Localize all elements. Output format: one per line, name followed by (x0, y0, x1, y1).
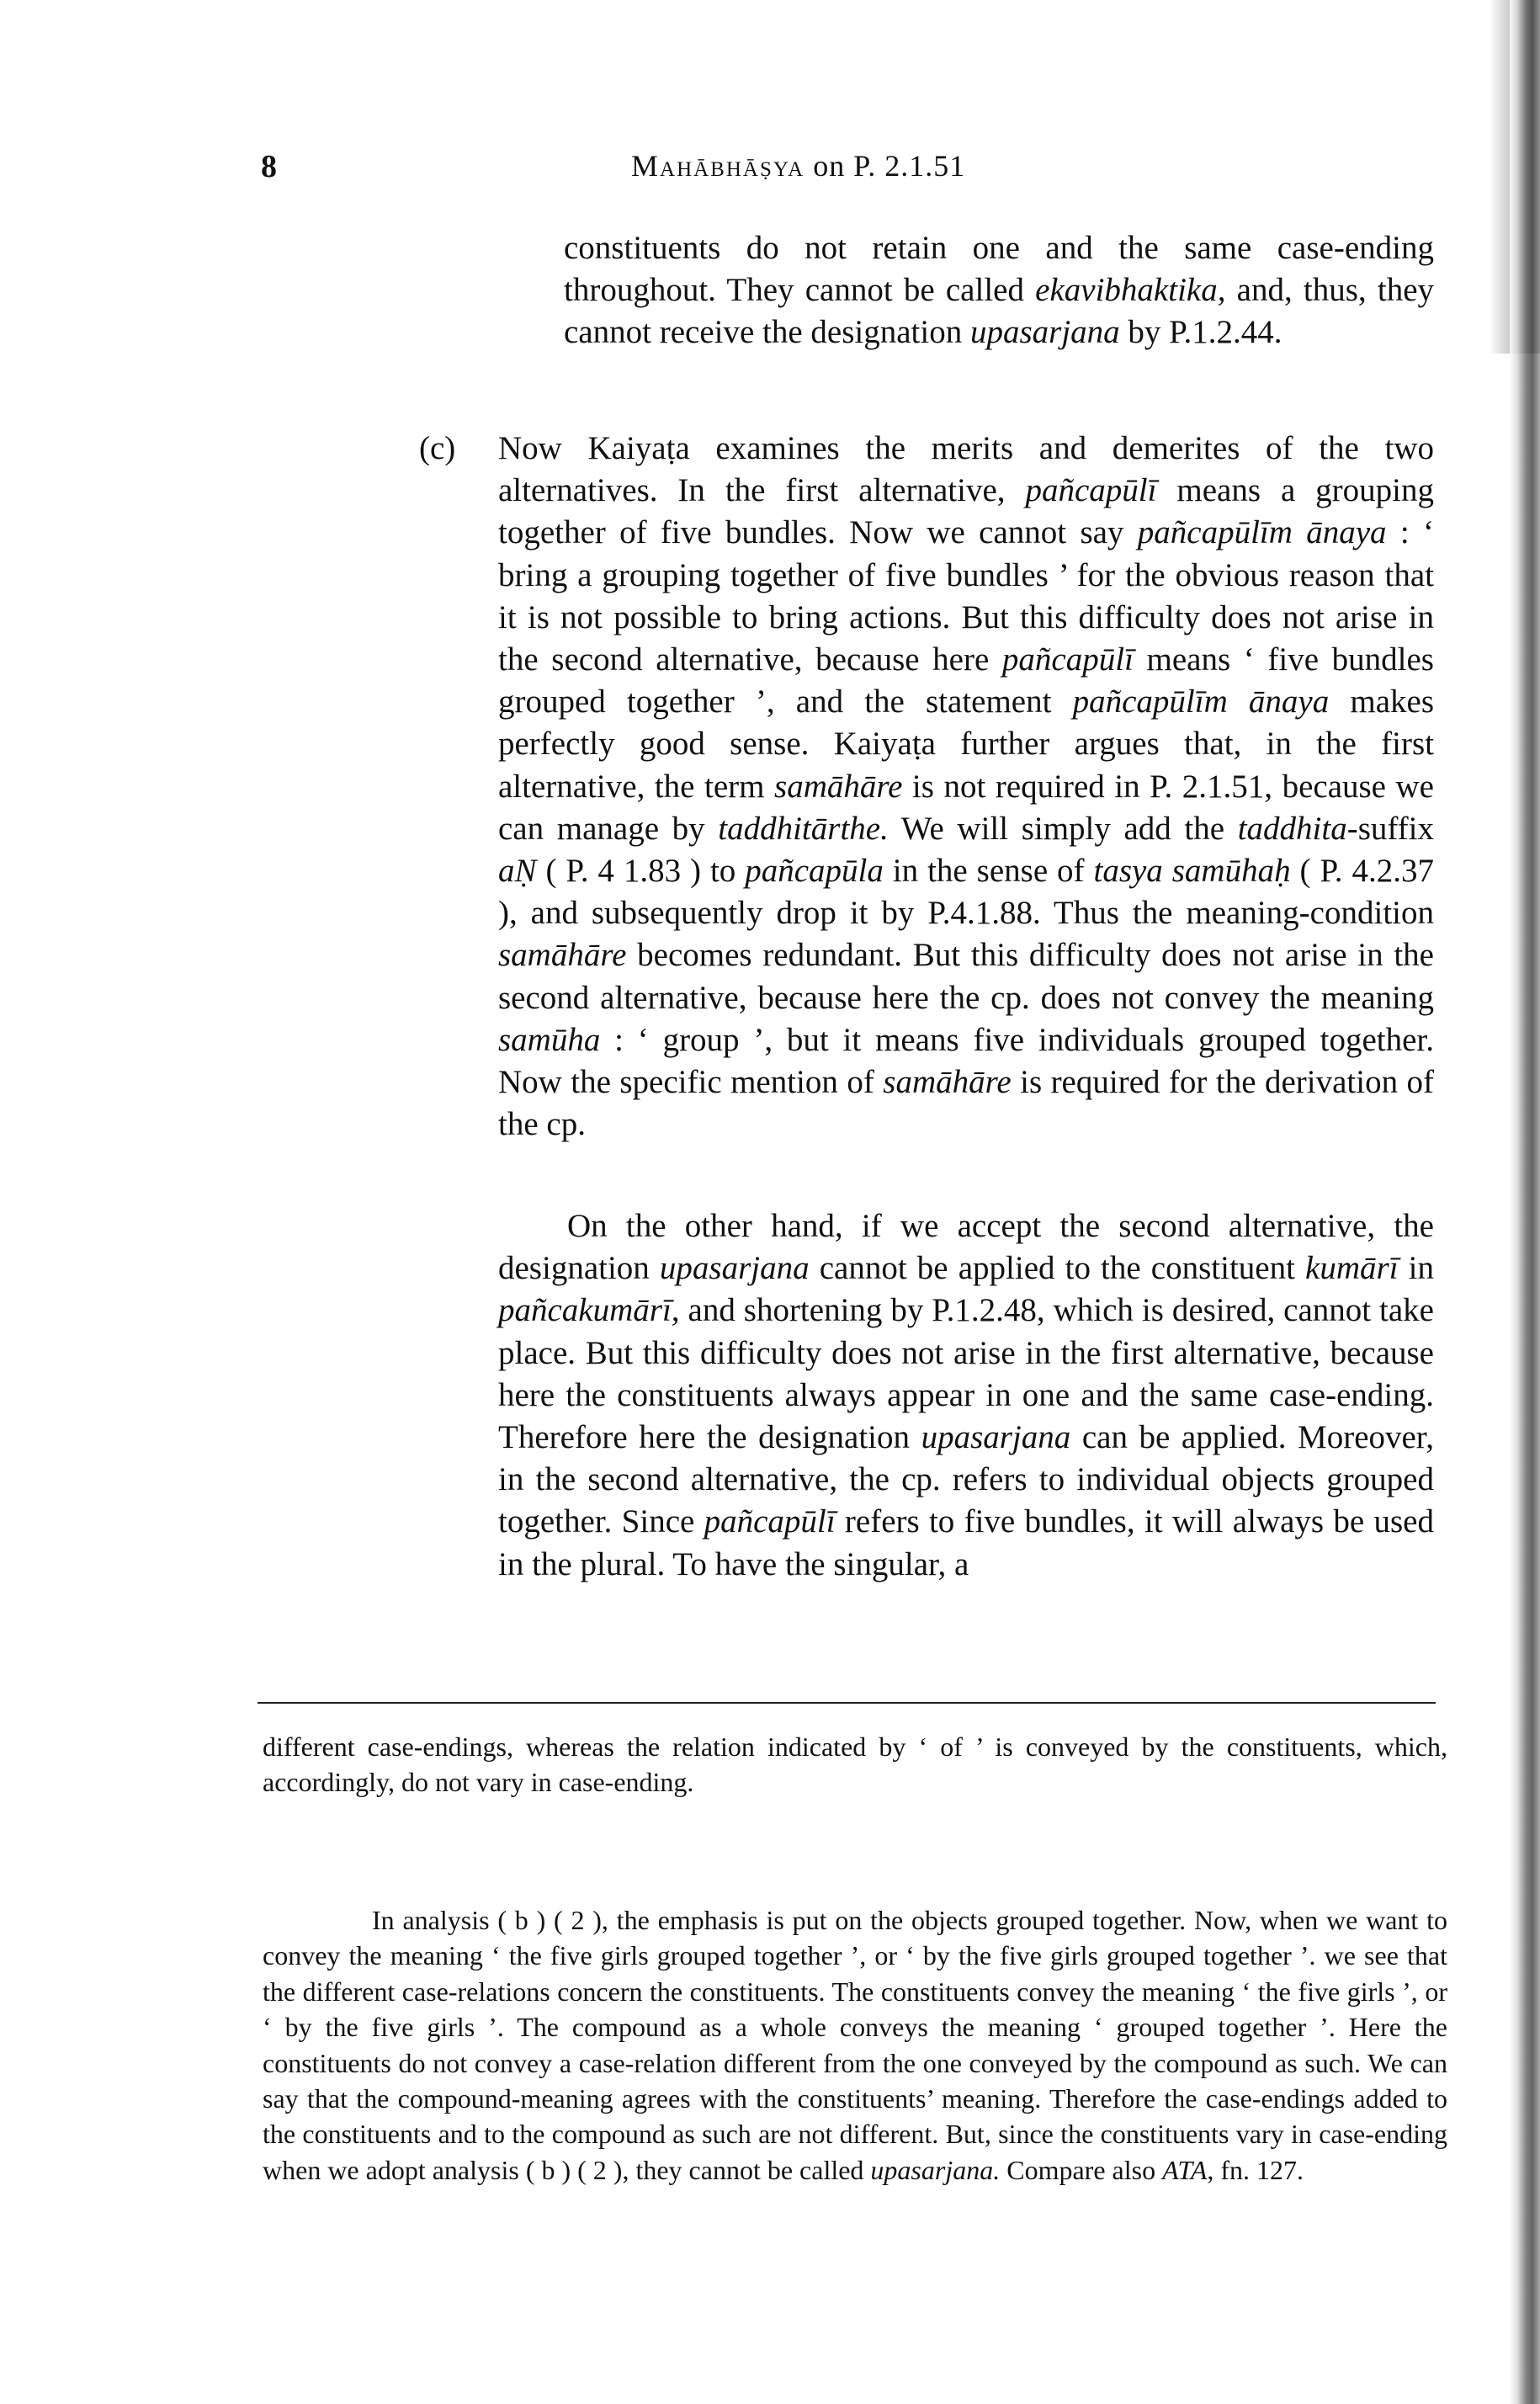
italic-term: upasarjana. (870, 2154, 1001, 2185)
italic-term: upasarjana (921, 1419, 1071, 1456)
second-alternative-paragraph (498, 1205, 1434, 1586)
text-run: can be applied. Moreover, in the second alternative, the cp. refers to individual objects grouped together. Since (498, 1419, 1434, 1540)
footnote-continuation-text: different case-endings, whereas the relation indicated by ‘ of ’ is conveyed by the constituents, which, accordingly, do not vary in case-ending. (263, 1731, 1447, 1798)
italic-term: tasya samūhaḥ (1093, 853, 1291, 890)
text-run: ( P. 4 1.83 ) to (536, 853, 746, 890)
running-head-title: Mahābhāṣya (631, 149, 805, 183)
text-run: becomes redundant. But this difficulty does not arise in the second alternative, because here the cp. does not convey the meaning (498, 937, 1434, 1016)
text-run: makes perfectly good sense. Kaiyaṭa further argues that, in the first alternative, the term (498, 683, 1434, 805)
italic-term: pañcapūla (745, 853, 884, 890)
continuation-paragraph (564, 227, 1434, 354)
text-run: refers to five bundles, it will always be used in the plural. To have the singular, a (498, 1503, 1434, 1582)
italic-term: pañcapūlī (1001, 641, 1134, 678)
text-run: : ‘ group ’, but it means five individuals grouped together. Now the specific mention of (498, 1021, 1434, 1101)
footnote-analysis-text (263, 1902, 1447, 2188)
scan-shadow-edge (1510, 0, 1540, 2404)
italic-term: upasarjana (659, 1250, 810, 1287)
text-run: and shortening by P.1.2.48, which is desired, cannot take place. But this difficulty does not arise in the first alternative, because here the constituents always appear in one and the same case-ending. Therefore here the designation (498, 1292, 1434, 1456)
item-c-text (498, 428, 1434, 1146)
text-run: constituents do not retain one and the same case-ending throughout. They cannot be called (564, 230, 1434, 309)
second-alternative-text (498, 1205, 1434, 1586)
italic-term: samūha (498, 1021, 601, 1058)
running-head (631, 148, 965, 183)
text-run: by P.1.2.44. (1119, 314, 1282, 351)
text-run: means a grouping together of five bundles. Now we cannot say (498, 472, 1435, 551)
page-number: 8 (261, 149, 277, 184)
italic-term: pañcapūlīm ānaya (1072, 683, 1330, 721)
item-c-marker: (c) (419, 430, 456, 466)
text-run: in (1398, 1250, 1434, 1287)
italic-term: pañcapūlīm ānaya (1137, 514, 1387, 551)
text-run: Now Kaiyaṭa examines the merits and demerites of the two alternatives. In the first alternative, (498, 430, 1434, 509)
page-header (261, 148, 1431, 199)
text-run: means ‘ five bundles grouped together ’, and the statement (498, 641, 1434, 721)
italic-term: samāhāre (498, 937, 627, 974)
italic-term: pañcapūlī (1025, 472, 1157, 509)
item-c-paragraph (498, 428, 1434, 1146)
text-run: in the sense of (883, 853, 1094, 890)
italic-term: pañcapūlī (704, 1503, 836, 1540)
text-run: ( P. 4.2.37 ), and subsequently drop it by P.4.1.88. Thus the meaning-condition (498, 853, 1434, 932)
italic-term: ekavibhaktika, (1035, 272, 1226, 309)
text-run: and, thus, they cannot receive the designation (564, 272, 1435, 351)
footnote-divider (258, 1702, 1436, 1704)
italic-term: ATA (1162, 2154, 1208, 2185)
italic-term: aṆ (498, 853, 537, 890)
text-run: On the other hand, if we accept the second alternative, the designation (498, 1208, 1434, 1287)
text-run: is not required in P. 2.1.51, because we can manage by (498, 768, 1434, 847)
italic-term: taddhita (1237, 810, 1347, 847)
text-run: In analysis ( b ) ( 2 ), the emphasis is put on the objects grouped together. Now, when we want to convey the meaning ‘ the five girls grouped together ’, or ‘ by the five girls grouped together ’. we see that the different case-relations concern the constituents. The constituents convey the meaning ‘ the five girls ’, or ‘ by the five girls ’. The compound as a whole conveys the meaning ‘ grouped together ’. Here the constituents do not convey a case-relation different from the one conveyed by the compound as such. We can say that the compound-meaning agrees with the constituents’ meaning. Therefore the case-endings added to the constituents and to the compound as such are not different. But, since the constituents vary in case-ending when we adopt analysis ( b ) ( 2 ), they cannot be called (263, 1905, 1447, 2185)
text-run: , fn. 127. (1207, 2154, 1304, 2185)
text-run: Compare also (1000, 2154, 1163, 2185)
text-run: cannot be applied to the constituent (809, 1250, 1306, 1287)
running-head-rest: on P. 2.1.51 (813, 149, 966, 183)
italic-term: taddhitārthe. (718, 810, 889, 847)
text-run: : ‘ bring a grouping together of five bundles ’ for the obvious reason that it is not possible to bring actions. But this difficulty does not arise in the second alternative, because here (498, 514, 1435, 678)
italic-term: kumārī (1305, 1250, 1399, 1287)
text-run: -suffix (1346, 810, 1434, 847)
footnote-continuation (263, 1729, 1447, 1800)
italic-term: samāhāre (883, 1064, 1012, 1101)
italic-term: upasarjana (969, 314, 1120, 351)
italic-term: pañcakumārī, (498, 1292, 680, 1329)
footnote-analysis (263, 1902, 1447, 2188)
continuation-text (564, 227, 1434, 354)
text-run: is required for the derivation of the cp. (498, 1064, 1435, 1143)
text-run: We will simply add the (888, 810, 1238, 847)
italic-term: samāhāre (774, 768, 903, 805)
